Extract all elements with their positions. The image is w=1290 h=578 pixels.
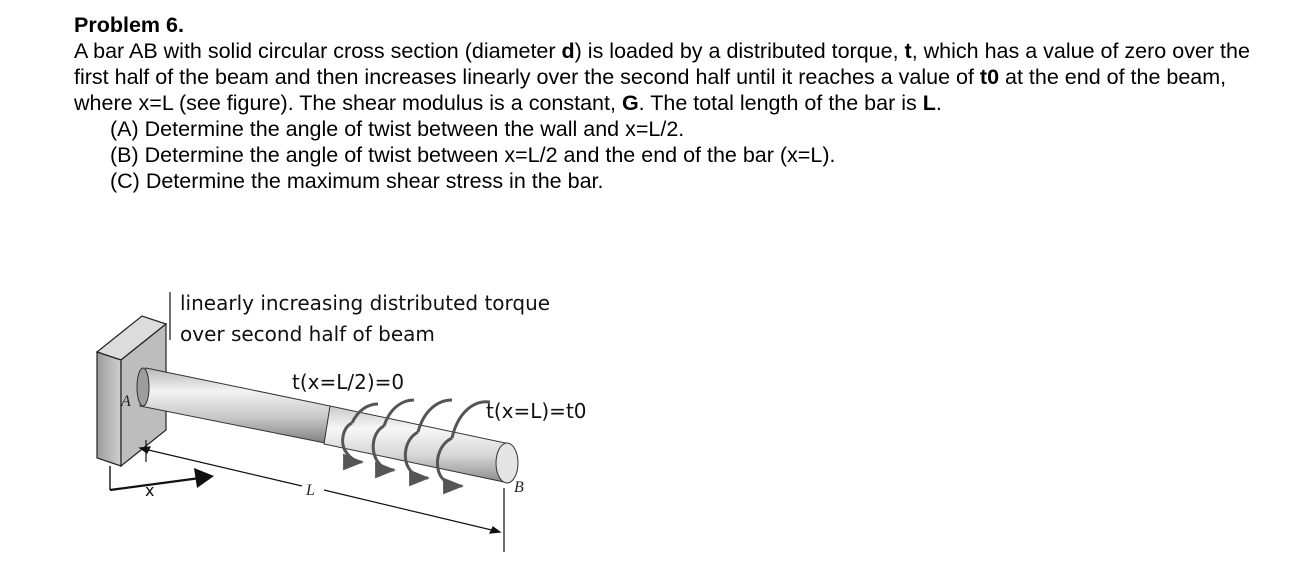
caption-line-2: over second half of beam: [180, 322, 435, 346]
caption-line-1: linearly increasing distributed torque: [180, 291, 551, 315]
label-t-end: t(x=L)=t0: [486, 399, 587, 423]
length-label: L: [306, 482, 315, 499]
problem-heading: Problem 6.: [74, 13, 184, 37]
part-a: (A) Determine the angle of twist between the wall and x=L/2.: [110, 117, 685, 141]
part-c: (C) Determine the maximum shear stress in the bar.: [110, 169, 604, 193]
x-axis-arrow: [194, 468, 214, 488]
part-b: (B) Determine the angle of twist between x=L/2 and the end of the bar (x=L).: [110, 143, 836, 167]
label-t-mid: t(x=L/2)=0: [292, 370, 405, 394]
x-axis: [110, 466, 214, 490]
point-a-label: A: [121, 393, 131, 410]
bar-end-face: [496, 443, 518, 483]
problem-statement: A bar AB with solid circular cross section (diameter d) is loaded by a distributed torque, t, which has a value of zero over the first half of the beam and then increases linearly over the second half until it reaches a value of t0 at the end of the beam, where x=L (see figure). The shear modulus is a constant, G. The total length of the bar is L.: [74, 39, 1250, 115]
point-b-label: B: [514, 479, 524, 496]
x-axis-label: x: [145, 481, 155, 500]
